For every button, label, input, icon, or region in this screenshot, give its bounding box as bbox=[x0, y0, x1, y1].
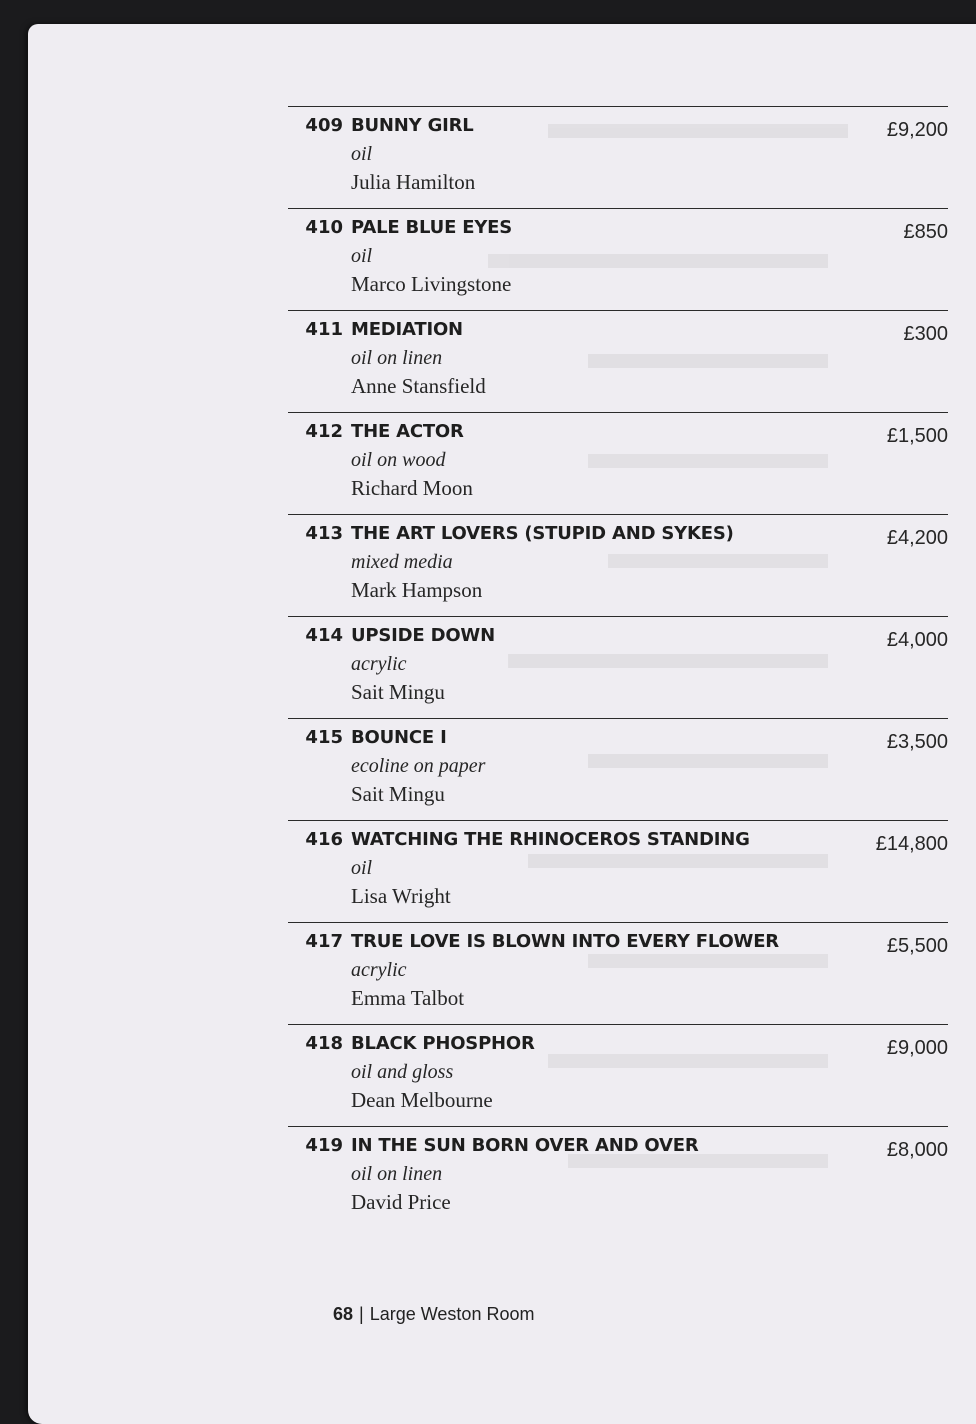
lot-artist: Mark Hampson bbox=[351, 578, 483, 602]
lot-medium: ecoline on paper bbox=[351, 755, 486, 777]
lot-price: £14,800 bbox=[875, 833, 948, 855]
lot-price: £1,500 bbox=[886, 425, 948, 447]
lot-number: 409 bbox=[305, 115, 343, 136]
lot-entry bbox=[288, 1024, 948, 1126]
lot-price: £3,500 bbox=[886, 731, 948, 753]
lot-medium: mixed media bbox=[351, 551, 453, 573]
lot-price: £300 bbox=[903, 323, 948, 345]
lot-number: 418 bbox=[305, 1033, 343, 1054]
lot-title: BOUNCE I bbox=[351, 727, 447, 748]
lot-price: £4,000 bbox=[886, 629, 948, 651]
lot-price: £850 bbox=[903, 221, 948, 243]
lot-medium: oil bbox=[351, 143, 373, 165]
lot-number: 415 bbox=[305, 727, 343, 748]
lot-entry bbox=[288, 1126, 948, 1228]
lot-price: £4,200 bbox=[886, 527, 948, 549]
lot-artist: Sait Mingu bbox=[351, 782, 445, 806]
lot-medium: oil bbox=[351, 857, 373, 879]
section-name: Large Weston Room bbox=[369, 1304, 535, 1324]
lot-artist: Lisa Wright bbox=[351, 884, 451, 908]
lot-title: THE ART LOVERS (STUPID AND SYKES) bbox=[351, 523, 734, 544]
lot-title: IN THE SUN BORN OVER AND OVER bbox=[351, 1135, 699, 1156]
lot-medium: acrylic bbox=[351, 653, 407, 675]
lot-title: BUNNY GIRL bbox=[351, 115, 474, 136]
page-footer bbox=[333, 1304, 534, 1325]
lot-entry bbox=[288, 106, 948, 208]
lot-medium: acrylic bbox=[351, 959, 407, 981]
lot-list bbox=[288, 106, 948, 1228]
lot-entry bbox=[288, 718, 948, 820]
lot-medium: oil bbox=[351, 245, 373, 267]
lot-artist: Sait Mingu bbox=[351, 680, 445, 704]
lot-entry bbox=[288, 922, 948, 1024]
lot-artist: Anne Stansfield bbox=[351, 374, 486, 398]
lot-number: 411 bbox=[305, 319, 343, 340]
lot-medium: oil on wood bbox=[351, 449, 446, 471]
lot-entry bbox=[288, 820, 948, 922]
lot-number: 413 bbox=[305, 523, 343, 544]
lot-artist: Marco Livingstone bbox=[351, 272, 512, 296]
lot-number: 417 bbox=[305, 931, 343, 952]
lot-title: UPSIDE DOWN bbox=[351, 625, 495, 646]
lot-title: MEDIATION bbox=[351, 319, 463, 340]
lot-artist: Richard Moon bbox=[351, 476, 473, 500]
catalogue-page bbox=[28, 24, 976, 1424]
lot-title: THE ACTOR bbox=[351, 421, 464, 442]
lot-number: 410 bbox=[305, 217, 343, 238]
lot-number: 416 bbox=[305, 829, 343, 850]
lot-entry bbox=[288, 412, 948, 514]
lot-artist: Julia Hamilton bbox=[351, 170, 476, 194]
lot-artist: David Price bbox=[351, 1190, 451, 1214]
lot-entry bbox=[288, 616, 948, 718]
lot-artist: Dean Melbourne bbox=[351, 1088, 493, 1112]
lot-title: TRUE LOVE IS BLOWN INTO EVERY FLOWER bbox=[351, 931, 779, 952]
lot-title: WATCHING THE RHINOCEROS STANDING bbox=[351, 829, 750, 850]
lot-entry bbox=[288, 514, 948, 616]
lot-price: £9,000 bbox=[886, 1037, 948, 1059]
lot-number: 414 bbox=[305, 625, 343, 646]
lot-number: 419 bbox=[305, 1135, 343, 1156]
lot-number: 412 bbox=[305, 421, 343, 442]
lot-price: £5,500 bbox=[886, 935, 948, 957]
lot-title: PALE BLUE EYES bbox=[351, 217, 513, 238]
lot-artist: Emma Talbot bbox=[351, 986, 465, 1010]
lot-medium: oil and gloss bbox=[351, 1061, 454, 1083]
lot-title: BLACK PHOSPHOR bbox=[351, 1033, 535, 1054]
lot-entry bbox=[288, 208, 948, 310]
lot-medium: oil on linen bbox=[351, 1163, 443, 1185]
footer-separator: | bbox=[359, 1304, 364, 1324]
lot-entry bbox=[288, 310, 948, 412]
page-number: 68 bbox=[333, 1304, 354, 1324]
lot-medium: oil on linen bbox=[351, 347, 443, 369]
lot-price: £8,000 bbox=[886, 1139, 948, 1161]
lot-price: £9,200 bbox=[886, 119, 948, 141]
